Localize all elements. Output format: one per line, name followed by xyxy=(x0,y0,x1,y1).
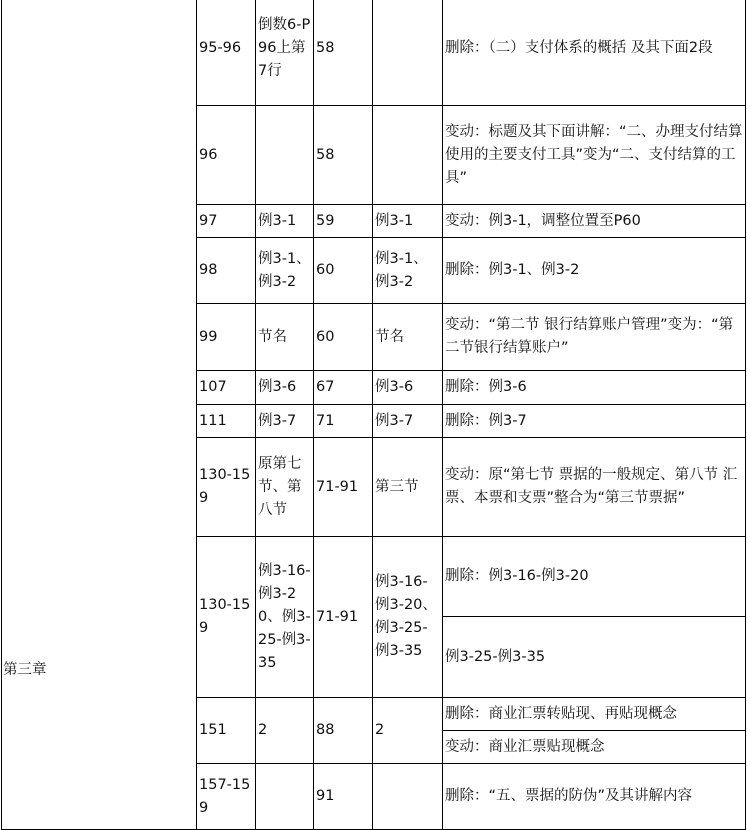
page-new-cell: 59 xyxy=(314,205,373,238)
changes-table xyxy=(1,0,746,830)
page-new-cell: 71 xyxy=(314,405,373,438)
page-new-cell: 60 xyxy=(314,238,373,304)
change-cell: 删除：例3-7 xyxy=(443,405,746,438)
change-cell-continued: 变动：商业汇票贴现概念 xyxy=(443,731,746,764)
position-old-cell: 例3-16-例3-20、例3-25-例3-35 xyxy=(256,537,314,698)
page-old-cell: 111 xyxy=(197,405,256,438)
page-old-cell: 107 xyxy=(197,371,256,405)
page-old-cell: 157-159 xyxy=(197,764,256,830)
position-new-cell: 第三节 xyxy=(373,438,443,537)
position-new-cell: 例3-6 xyxy=(373,371,443,405)
position-old-cell xyxy=(256,106,314,205)
page-new-cell: 58 xyxy=(314,0,373,106)
position-new-cell: 例3-16-例3-20、例3-25-例3-35 xyxy=(373,537,443,698)
page-old-cell: 97 xyxy=(197,205,256,238)
change-cell: 删除：“五、票据的防伪”及其讲解内容 xyxy=(443,764,746,830)
position-old-cell: 2 xyxy=(256,698,314,764)
page-old-cell: 96 xyxy=(197,106,256,205)
change-cell: 变动：例3-1，调整位置至P60 xyxy=(443,205,746,238)
change-cell: 变动：“第二节 银行结算账户管理”变为：“第二节银行结算账户” xyxy=(443,304,746,371)
position-old-cell: 例3-7 xyxy=(256,405,314,438)
position-new-cell: 例3-1 xyxy=(373,205,443,238)
page-new-cell: 67 xyxy=(314,371,373,405)
page-old-cell: 99 xyxy=(197,304,256,371)
position-new-cell: 2 xyxy=(373,698,443,764)
page-new-cell: 91 xyxy=(314,764,373,830)
position-old-cell: 倒数6-P96上第7行 xyxy=(256,0,314,106)
page-new-cell: 71-91 xyxy=(314,537,373,698)
page-old-cell: 130-159 xyxy=(197,537,256,698)
position-new-cell xyxy=(373,106,443,205)
page-old-cell: 151 xyxy=(197,698,256,764)
position-new-cell: 节名 xyxy=(373,304,443,371)
chapter-cell xyxy=(2,0,197,830)
chapter-label: 第三章 xyxy=(3,662,47,678)
page-old-cell: 98 xyxy=(197,238,256,304)
page-new-cell: 88 xyxy=(314,698,373,764)
position-old-cell: 原第七节、第八节 xyxy=(256,438,314,537)
change-cell: 删除：例3-1、例3-2 xyxy=(443,238,746,304)
change-cell: 删除：例3-6 xyxy=(443,371,746,405)
change-cell: 删除：（二）支付体系的概括 及其下面2段 xyxy=(443,0,746,106)
page-new-cell: 71-91 xyxy=(314,438,373,537)
page-old-cell: 95-96 xyxy=(197,0,256,106)
change-cell: 变动：标题及其下面讲解：“二、办理支付结算使用的主要支付工具”变为“二、支付结算的工具” xyxy=(443,106,746,205)
position-new-cell xyxy=(373,0,443,106)
position-old-cell: 节名 xyxy=(256,304,314,371)
change-cell: 删除：例3-16-例3-20 xyxy=(443,537,746,617)
position-old-cell: 例3-1 xyxy=(256,205,314,238)
page-new-cell: 60 xyxy=(314,304,373,371)
page-new-cell: 58 xyxy=(314,106,373,205)
position-old-cell xyxy=(256,764,314,830)
page-old-cell: 130-159 xyxy=(197,438,256,537)
position-new-cell xyxy=(373,764,443,830)
position-new-cell: 例3-7 xyxy=(373,405,443,438)
change-cell: 删除：商业汇票转贴现、再贴现概念 xyxy=(443,698,746,731)
table-row xyxy=(2,0,746,106)
position-new-cell: 例3-1、例3-2 xyxy=(373,238,443,304)
position-old-cell: 例3-6 xyxy=(256,371,314,405)
change-cell: 变动：原“第七节 票据的一般规定、第八节 汇票、本票和支票”整合为“第三节票据” xyxy=(443,438,746,537)
position-old-cell: 例3-1、例3-2 xyxy=(256,238,314,304)
change-cell-continued: 例3-25-例3-35 xyxy=(443,617,746,698)
